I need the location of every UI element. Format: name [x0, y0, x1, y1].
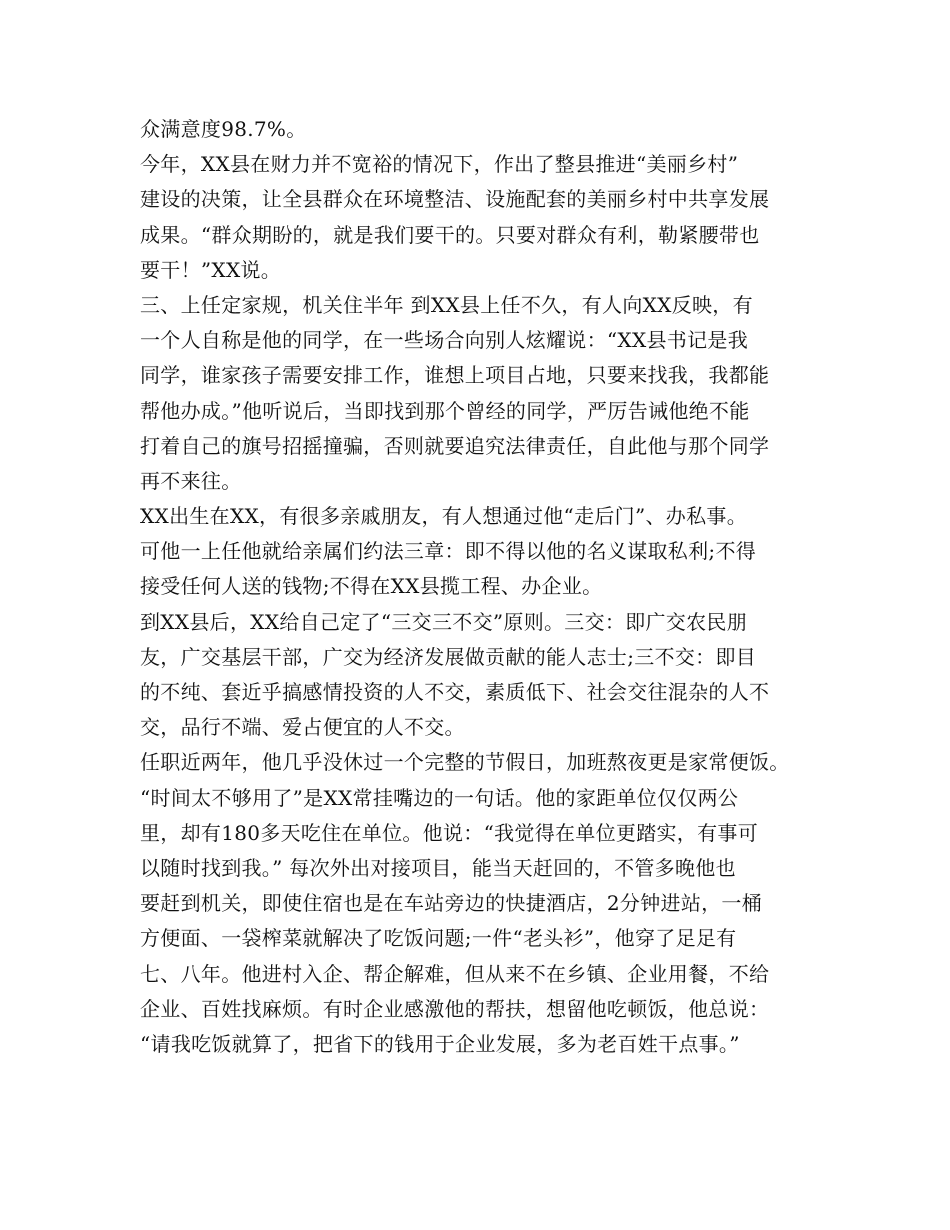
text-line: 同学，谁家孩子需要安排工作，谁想上项目占地，只要来找我，我都能: [140, 363, 770, 388]
text-line: 的不纯、套近乎搞感情投资的人不交，素质低下、社会交往混杂的人不: [140, 680, 770, 704]
text-line: 要赶到机关，即使住宿也是在车站旁边的快捷酒店，2分钟进站，一桶: [140, 891, 763, 916]
text-line: 要干！”XX说。: [140, 257, 282, 282]
text-line: 可他一上任他就给亲属们约法三章：即不得以他的名义谋取私利;不得: [140, 539, 757, 564]
text-line: 方便面、一袋榨菜就解决了吃饭问题;一件“老头衫”，他穿了足足有: [140, 926, 737, 951]
text-line: 企业、百姓找麻烦。有时企业感激他的帮扶，想留他吃顿饭，他总说：: [140, 996, 770, 1021]
text-line: 三、上任定家规，机关住半年 到XX县上任不久，有人向XX反映，有: [140, 292, 753, 317]
text-line: 以随时找到我。” 每次外出对接项目，能当天赶回的，不管多晚他也: [140, 855, 736, 880]
text-line: “时间太不够用了”是XX常挂嘴边的一句话。他的家距单位仅仅两公: [140, 785, 739, 810]
text-line: 打着自己的旗号招摇撞骗，否则就要追究法律责任，自此他与那个同学: [140, 433, 770, 458]
document-body: [140, 112, 820, 1062]
text-line: 接受任何人送的钱物;不得在XX县揽工程、办企业。: [140, 574, 603, 599]
text-line: XX出生在XX，有很多亲戚朋友，有人想通过他“走后门”、办私事。: [140, 504, 748, 529]
text-line: 成果。“群众期盼的，就是我们要干的。只要对群众有利，勒紧腰带也: [140, 222, 760, 247]
text-line: 七、八年。他进村入企、帮企解难，但从来不在乡镇、企业用餐，不给: [140, 961, 770, 986]
text-line: 帮他办成。”他听说后，当即找到那个曾经的同学，严厉告诫他绝不能: [140, 398, 750, 423]
text-line: 里，却有180多天吃住在单位。他说：“我觉得在单位更踏实，有事可: [140, 820, 758, 845]
text-line: 众满意度98.7%。: [140, 117, 307, 141]
text-line: 到XX县后，XX给自己定了“三交三不交”原则。三交：即广交农民朋: [140, 609, 748, 634]
text-line: 友，广交基层干部，广交为经济发展做贡献的能人志士;三不交：即目: [140, 644, 757, 669]
text-line: 任职近两年，他几乎没休过一个完整的节假日，加班熬夜更是家常便饭。: [140, 750, 790, 775]
text-line: 交，品行不端、爱占便宜的人不交。: [140, 715, 465, 740]
text-line: 一个人自称是他的同学，在一些场合向别人炫耀说：“XX县书记是我: [140, 328, 749, 353]
text-line: 建设的决策，让全县群众在环境整洁、设施配套的美丽乡村中共享发展: [140, 187, 770, 212]
text-line: 再不来往。: [140, 468, 242, 493]
text-line: 今年，XX县在财力并不宽裕的情况下，作出了整县推进“美丽乡村”: [140, 152, 739, 177]
text-line: “请我吃饭就算了，把省下的钱用于企业发展，多为老百姓干点事。”: [140, 1031, 740, 1056]
